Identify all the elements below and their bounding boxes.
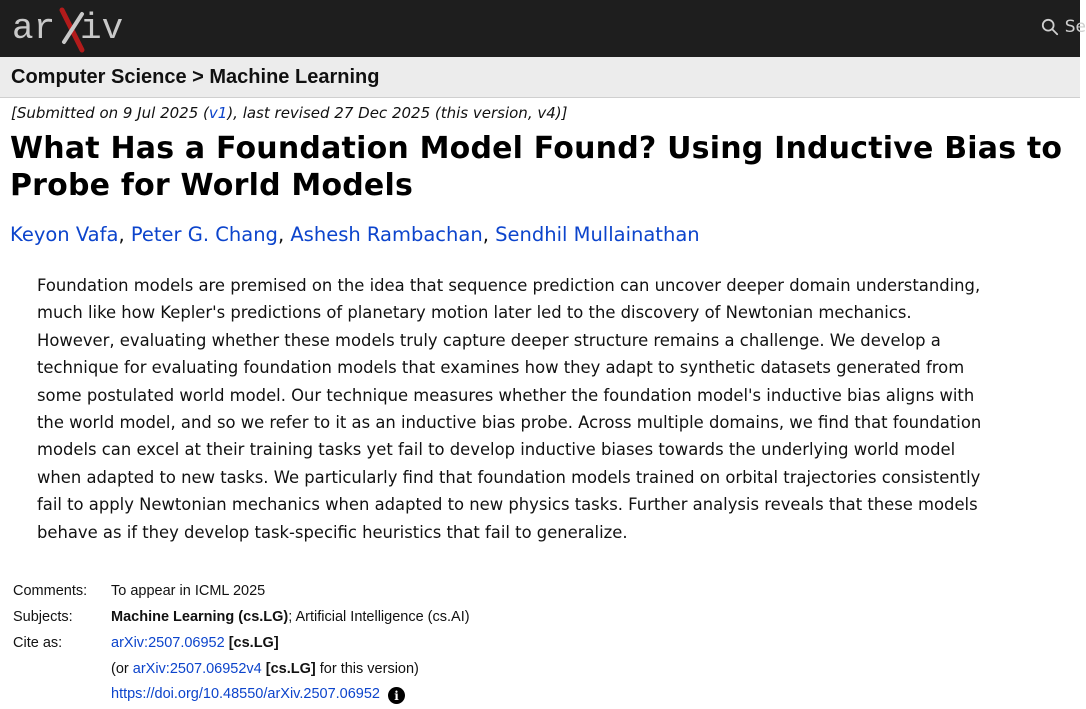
svg-text:iv: iv	[80, 8, 124, 49]
versioned-id-link[interactable]: arXiv:2507.06952v4	[132, 661, 262, 677]
secondary-subjects: ; Artificial Intelligence (cs.AI)	[288, 609, 470, 625]
comments-label: Comments:	[13, 583, 88, 599]
submission-history	[11, 104, 567, 122]
author-link[interactable]: Sendhil Mullainathan	[495, 223, 700, 246]
abstract-line: when adapted to new tasks. We particularly find that foundation models trained on orbital trajectories consistently	[37, 467, 981, 487]
abstract-line: the world model, and so we refer to it as an inductive bias probe. Across multiple domains, we find that foundation	[37, 413, 982, 433]
svg-text:ar: ar	[12, 8, 56, 49]
author-link[interactable]: Keyon Vafa	[10, 223, 119, 246]
search-label: Se	[1064, 17, 1086, 37]
info-icon[interactable]: i	[388, 687, 405, 704]
version-suffix: for this version)	[315, 661, 419, 677]
author-list: Keyon Vafa, Peter G. Chang, Ashesh Rambachan, Sendhil Mullainathan	[10, 223, 700, 246]
abstract-line: fail to apply Newtonian mechanics when adapted to new physics tasks. Further analysis reveals that these models	[37, 495, 978, 515]
subjects-row	[13, 604, 470, 630]
abstract-line: models can excel at their training tasks yet fail to develop inductive biases towards the underlying world model	[37, 440, 956, 460]
submission-prefix: [Submitted on 9 Jul 2025 (	[11, 104, 209, 122]
abstract-line: behave as if they develop task-specific heuristics that fail to generalize.	[37, 522, 628, 542]
cite-label: Cite as:	[13, 635, 63, 651]
comments-value: To appear in ICML 2025	[111, 583, 266, 599]
author-link[interactable]: Ashesh Rambachan	[290, 223, 483, 246]
subjects-label: Subjects:	[13, 609, 73, 625]
breadcrumb: Computer Science > Machine Learning	[11, 65, 380, 88]
abstract-line: some postulated world model. Our technique measures whether the foundation model's inductive bias aligns with	[37, 385, 975, 405]
version-v1-link[interactable]: v1	[208, 104, 228, 122]
doi-link[interactable]: https://doi.org/10.48550/arXiv.2507.06952	[111, 685, 380, 702]
version-category: [cs.LG]	[265, 661, 316, 677]
doi-row	[13, 682, 470, 708]
arxiv-logo[interactable]	[12, 4, 132, 54]
abstract-line: Foundation models are premised on the idea that sequence prediction can uncover deeper domain understanding,	[37, 276, 981, 295]
version-prefix: (or	[111, 661, 133, 677]
version-cite-row	[13, 656, 470, 682]
comments-row	[13, 578, 470, 604]
cite-row	[13, 630, 470, 656]
author-link[interactable]: Peter G. Chang	[130, 223, 278, 246]
abstract-line: much like how Kepler's predictions of planetary motion later led to the discovery of Newtonian mechanics.	[37, 303, 912, 323]
cite-category: [cs.LG]	[228, 635, 279, 651]
arxiv-id-link[interactable]: arXiv:2507.06952	[111, 635, 225, 651]
abstract-line: technique for evaluating foundation models that examines how they adapt to synthetic datasets generated from	[37, 358, 965, 378]
search-button[interactable]	[1041, 12, 1086, 42]
breadcrumb-bar	[0, 57, 1080, 98]
primary-subject: Machine Learning (cs.LG)	[111, 609, 289, 625]
site-header	[0, 0, 1086, 57]
arxiv-logo-mark	[12, 4, 132, 54]
abstract	[37, 272, 1047, 546]
paper-title: What Has a Foundation Model Found? Using Inductive Bias to Probe for World Models	[10, 131, 1063, 203]
metadata-table	[13, 578, 470, 708]
search-icon	[1041, 18, 1059, 36]
submission-suffix: ), last revised 27 Dec 2025 (this version, v4)]	[227, 104, 568, 122]
abstract-line: However, evaluating whether these models truly capture deeper structure remains a challenge. We develop a	[37, 330, 941, 350]
